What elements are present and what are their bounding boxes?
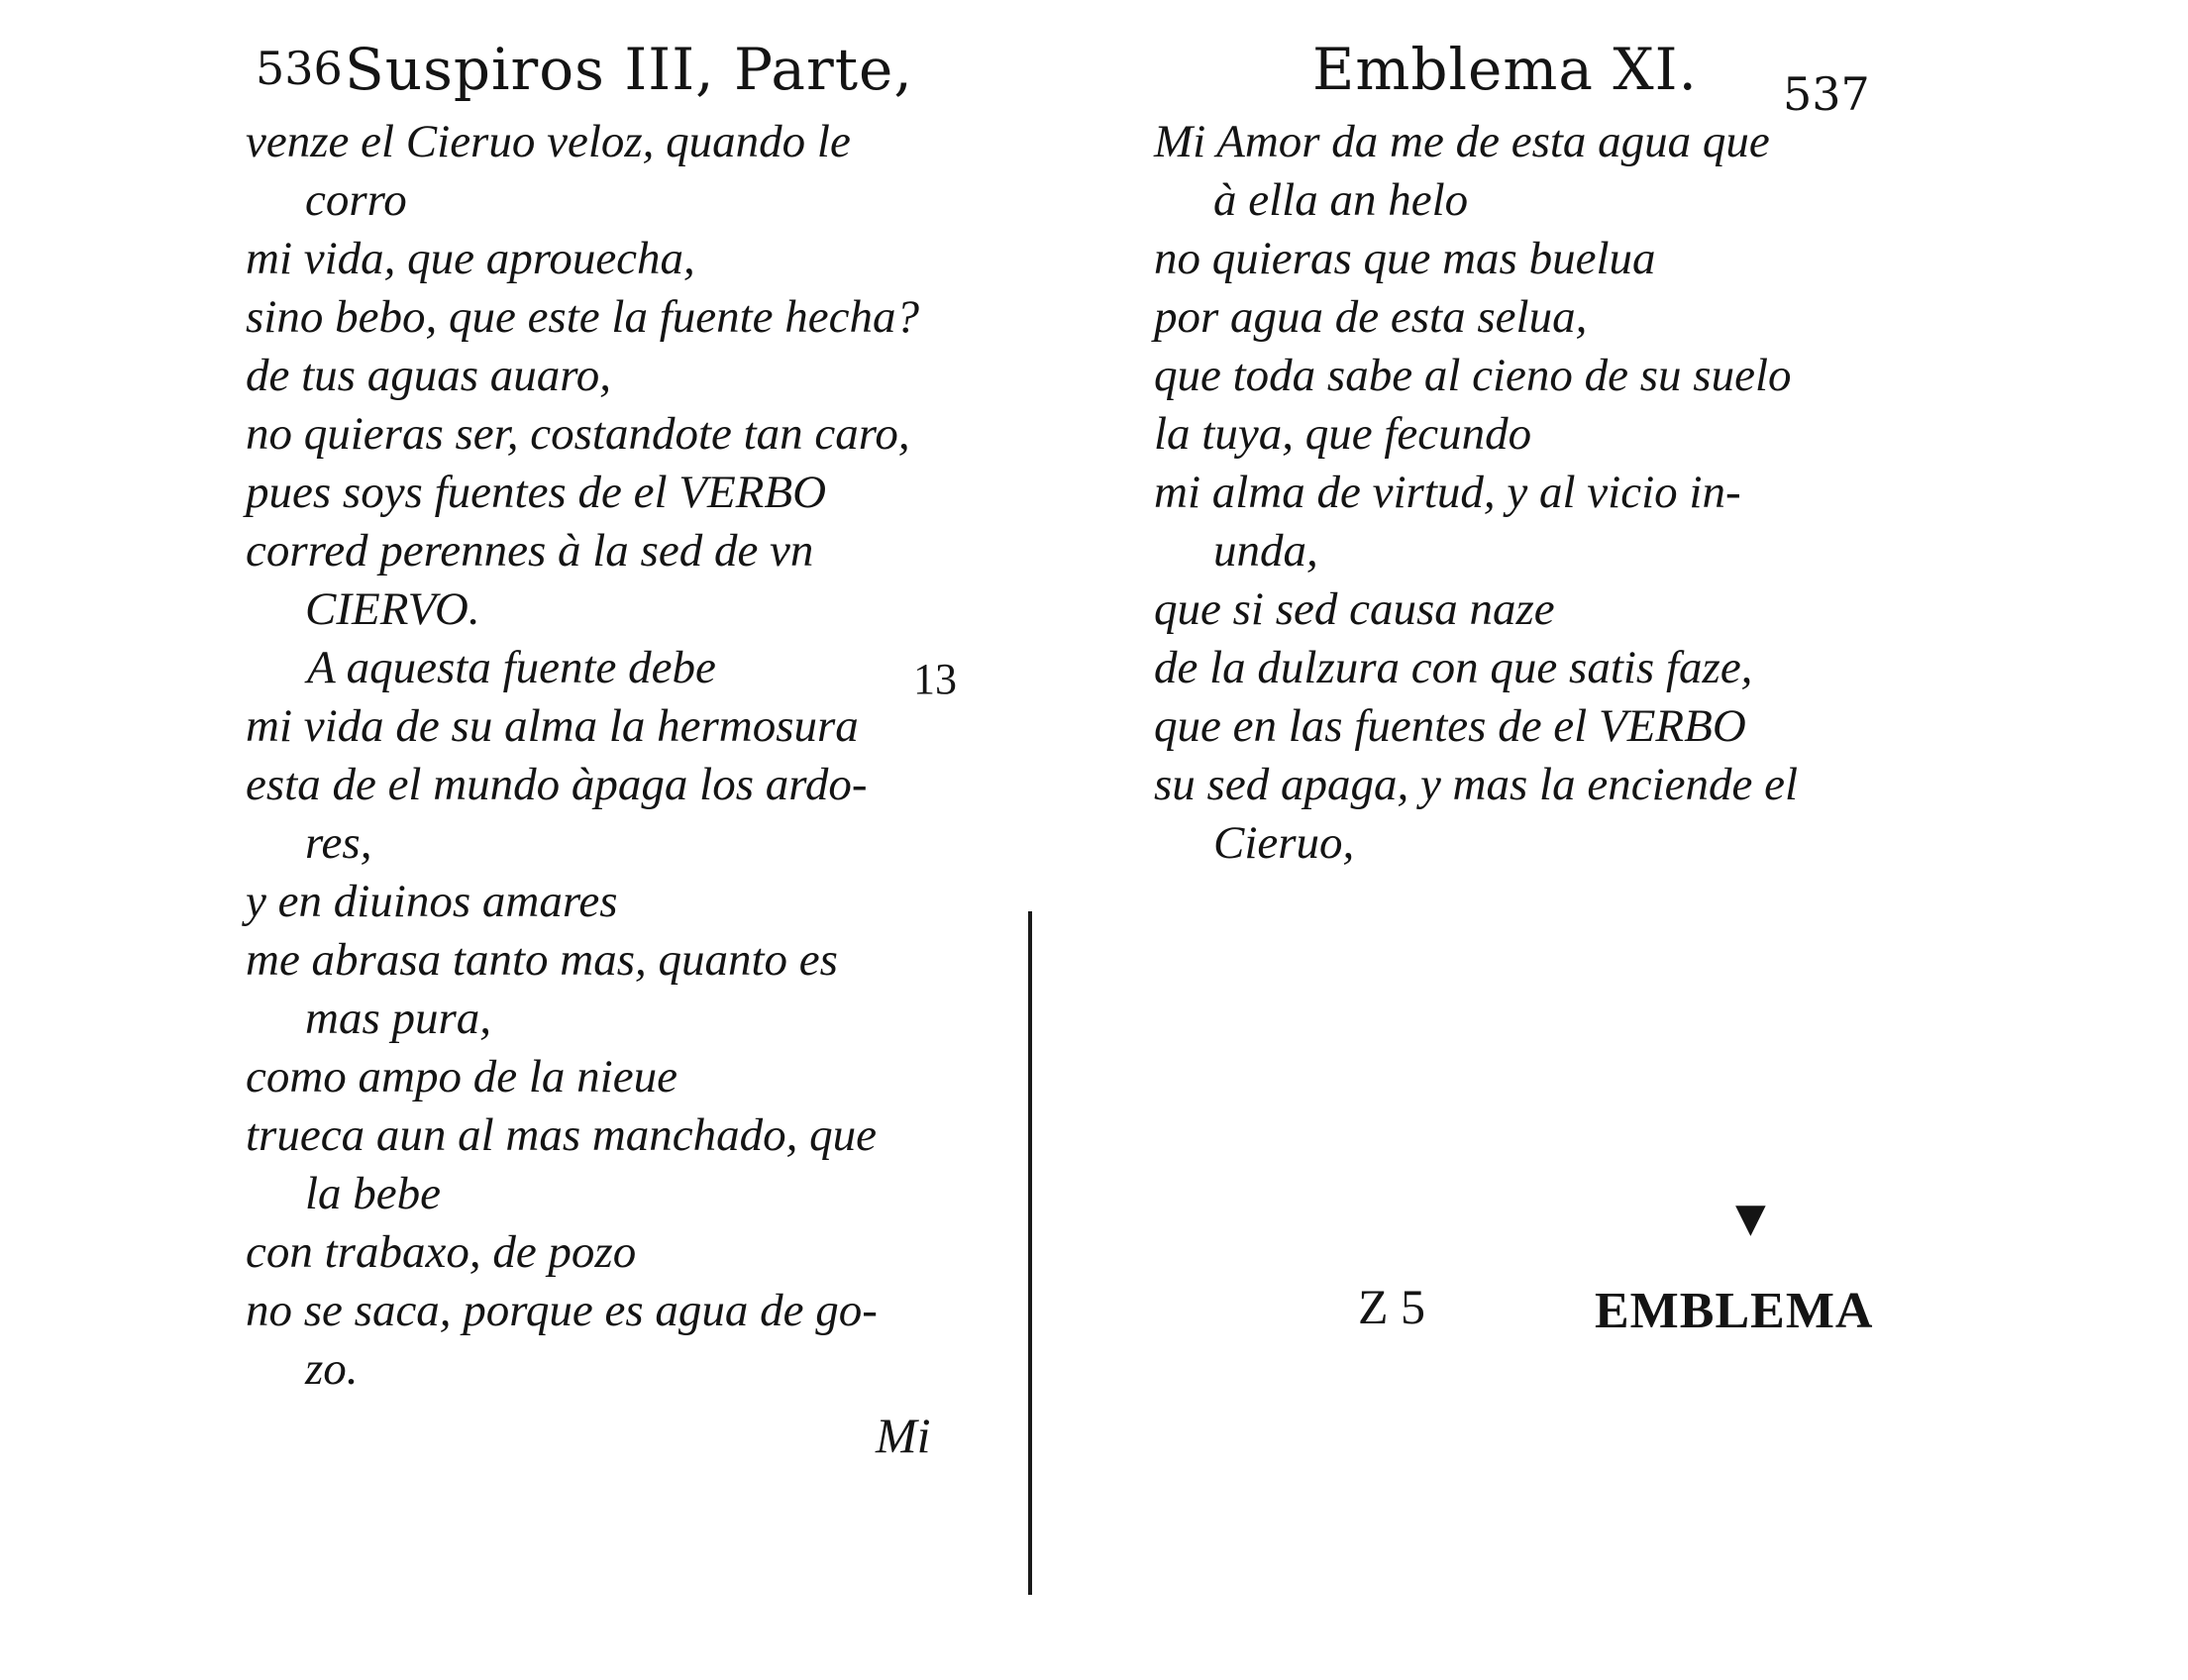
verse-line: por agua de esta selua, xyxy=(1154,291,1588,343)
verse-line: la tuya, que fecundo xyxy=(1154,408,1532,460)
verse-line: no quieras que mas buelua xyxy=(1154,233,1656,284)
verse-line: de tus aguas auaro, xyxy=(246,350,612,401)
page-number-left: 536 xyxy=(256,42,343,95)
stanza-number: 13 xyxy=(913,655,957,703)
verse-line: mi alma de virtud, y al vicio in- xyxy=(1154,467,1741,518)
verse-line: à ella an helo xyxy=(1213,174,1469,226)
verse-block-right xyxy=(1154,113,1798,873)
verse-line: mi vida de su alma la hermosura xyxy=(246,700,859,752)
verse-line: mi vida, que aprouecha, xyxy=(246,233,695,284)
running-head-right: Emblema XI. xyxy=(1312,36,1698,103)
running-head-left: Suspiros III, Parte, xyxy=(345,36,913,103)
verse-line: que toda sabe al cieno de su suelo xyxy=(1154,350,1792,401)
verse-line: que en las fuentes de el VERBO xyxy=(1154,700,1746,752)
verse-block-left xyxy=(246,113,919,1399)
verse-line: mas pura, xyxy=(305,993,492,1044)
gutter-rule xyxy=(1028,911,1032,1595)
verse-line: corro xyxy=(305,174,407,226)
catchword-right: EMBLEMA xyxy=(1595,1283,1874,1339)
verse-line: esta de el mundo àpaga los ardo- xyxy=(246,759,868,810)
page-number-right: 537 xyxy=(1783,67,1870,121)
verse-line: pues soys fuentes de el VERBO xyxy=(246,467,827,518)
verse-line: venze el Cieruo veloz, quando le xyxy=(246,116,851,167)
verse-line: res, xyxy=(305,817,372,869)
verse-line: CIERVO. xyxy=(305,583,480,635)
verse-line: y en diuinos amares xyxy=(246,876,618,927)
left-page xyxy=(0,0,1030,1680)
verse-line: corred perennes à la sed de vn xyxy=(246,525,814,577)
verse-line: no se saca, porque es agua de go- xyxy=(246,1285,878,1336)
verse-line: no quieras ser, costandote tan caro, xyxy=(246,408,910,460)
verse-line: A aquesta fuente debe xyxy=(307,642,716,693)
right-page xyxy=(1035,0,2188,1680)
verse-line: de la dulzura con que satis faze, xyxy=(1154,642,1753,693)
verse-line: me abrasa tanto mas, quanto es xyxy=(246,934,838,986)
verse-line: unda, xyxy=(1213,525,1318,577)
signature-mark: Z 5 xyxy=(1358,1279,1426,1334)
verse-line: como ampo de la nieue xyxy=(246,1051,677,1102)
catchword-left: Mi xyxy=(876,1408,931,1463)
verse-line: zo. xyxy=(305,1343,359,1395)
verse-line: con trabaxo, de pozo xyxy=(246,1226,637,1278)
verse-line: que si sed causa naze xyxy=(1154,583,1555,635)
verse-line: la bebe xyxy=(305,1168,442,1219)
verse-line: Mi Amor da me de esta agua que xyxy=(1154,116,1770,167)
verse-line: trueca aun al mas manchado, que xyxy=(246,1109,878,1161)
verse-line: sino bebo, que este la fuente hecha? xyxy=(246,291,920,343)
printer-ornament: ▼ xyxy=(1735,1196,1766,1241)
verse-line: Cieruo, xyxy=(1213,817,1355,869)
verse-line: su sed apaga, y mas la enciende el xyxy=(1154,759,1799,810)
